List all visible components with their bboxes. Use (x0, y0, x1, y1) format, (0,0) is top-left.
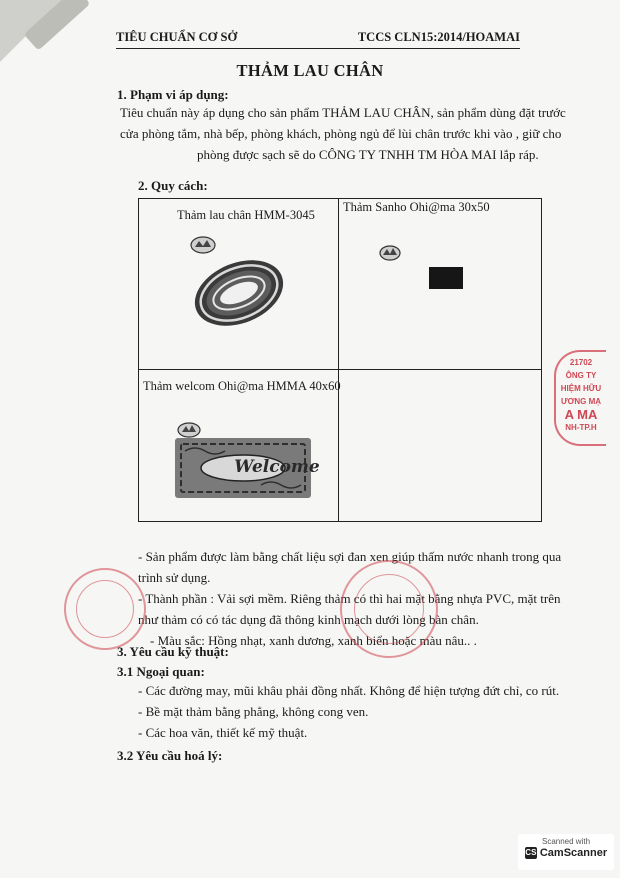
section-3-2-heading: 3.2 Yêu cầu hoá lý: (117, 748, 223, 763)
rectangle-mat-image (379, 239, 519, 309)
company-seal-edge (554, 350, 606, 446)
welcome-mat-text: Welcome (234, 457, 320, 477)
note-line: - Sản phẩm được làm bằng chất liệu sợi đan xen giúp thấm nước nhanh trong qua (138, 549, 562, 564)
note-line: trình sử dụng. (138, 570, 211, 585)
note-line: như thảm có có tác dụng đã thông kinh mạch dưới lòng bàn chân. (138, 612, 479, 627)
seal-text: ÔNG TY (565, 371, 597, 380)
brand-logo-icon (191, 237, 215, 253)
company-seal-center-inner (354, 574, 424, 644)
camscanner-watermark (518, 834, 614, 870)
section-1-heading: 1. Phạm vi áp dụng: (117, 87, 229, 102)
cell-label-hmm3045: Thảm lau chân HMM-3045 (177, 208, 315, 222)
note-line: - Màu sắc: Hồng nhạt, xanh dương, xanh biển hoặc màu nâu.. . (150, 633, 477, 648)
section-1-body (120, 102, 566, 165)
document-title: THẢM LAU CHÂN (236, 61, 384, 80)
note-line: - Thành phần : Vải sợi mềm. Riêng thảm có thì hai mặt bằng nhựa PVC, mặt trên (138, 591, 561, 606)
section-1-line: cửa phòng tắm, nhà bếp, phòng khách, phòng ngủ để lùi chân trước khi vào , giữ cho (120, 126, 562, 141)
camscanner-logo-icon: CS (525, 848, 537, 858)
seal-text: HIỆM HỮU (560, 384, 602, 393)
requirement-item: - Các hoa văn, thiết kế mỹ thuật. (138, 725, 308, 740)
header-standard-code: TCCS CLN15:2014/HOAMAI (357, 30, 520, 44)
company-seal-left-inner (76, 580, 134, 638)
section-1-line: Tiêu chuẩn này áp dụng cho sản phẩm THẢM LAU CHÂN, sản phẩm dùng đặt trước (120, 105, 566, 120)
seal-text: NH-TP.H (565, 423, 597, 432)
cell-label-sanho: Thảm Sanho Ohi@ma 30x50 (343, 200, 490, 214)
seal-text: 21702 (569, 358, 593, 367)
section-3-1-items (138, 680, 559, 743)
section-3-1-heading: 3.1 Ngoại quan: (117, 664, 205, 679)
requirement-item: - Bề mặt thảm bằng phẳng, không cong ven. (138, 704, 369, 719)
requirement-item: - Các đường may, mũi khâu phải đồng nhất. Không để hiện tượng đứt chỉ, co rút. (138, 683, 560, 698)
seal-text: A MA (564, 407, 598, 422)
header-standard-type: TIÊU CHUẨN CƠ SỞ (116, 30, 238, 44)
spec-table (138, 198, 542, 522)
seal-text: ƯƠNG MẠ (560, 397, 602, 406)
brand-logo-icon (178, 423, 200, 437)
table-divider-horizontal (139, 369, 541, 370)
section-3-heading: 3. Yêu cầu kỹ thuật: (117, 644, 229, 659)
cell-label-welcom: Thảm welcom Ohi@ma HMMA 40x60 (143, 379, 341, 393)
watermark-brand (518, 847, 614, 859)
watermark-brand-text: CamScanner (539, 847, 608, 859)
section-1-line: phòng được sạch sẽ do CÔNG TY TNHH TM HÒA MAI lắp ráp. (197, 147, 539, 162)
oval-mat-image (149, 229, 334, 364)
watermark-caption: Scanned with (541, 837, 591, 846)
brand-logo-icon (380, 246, 400, 260)
document-header (116, 30, 520, 49)
section-2-heading: 2. Quy cách: (138, 178, 208, 193)
